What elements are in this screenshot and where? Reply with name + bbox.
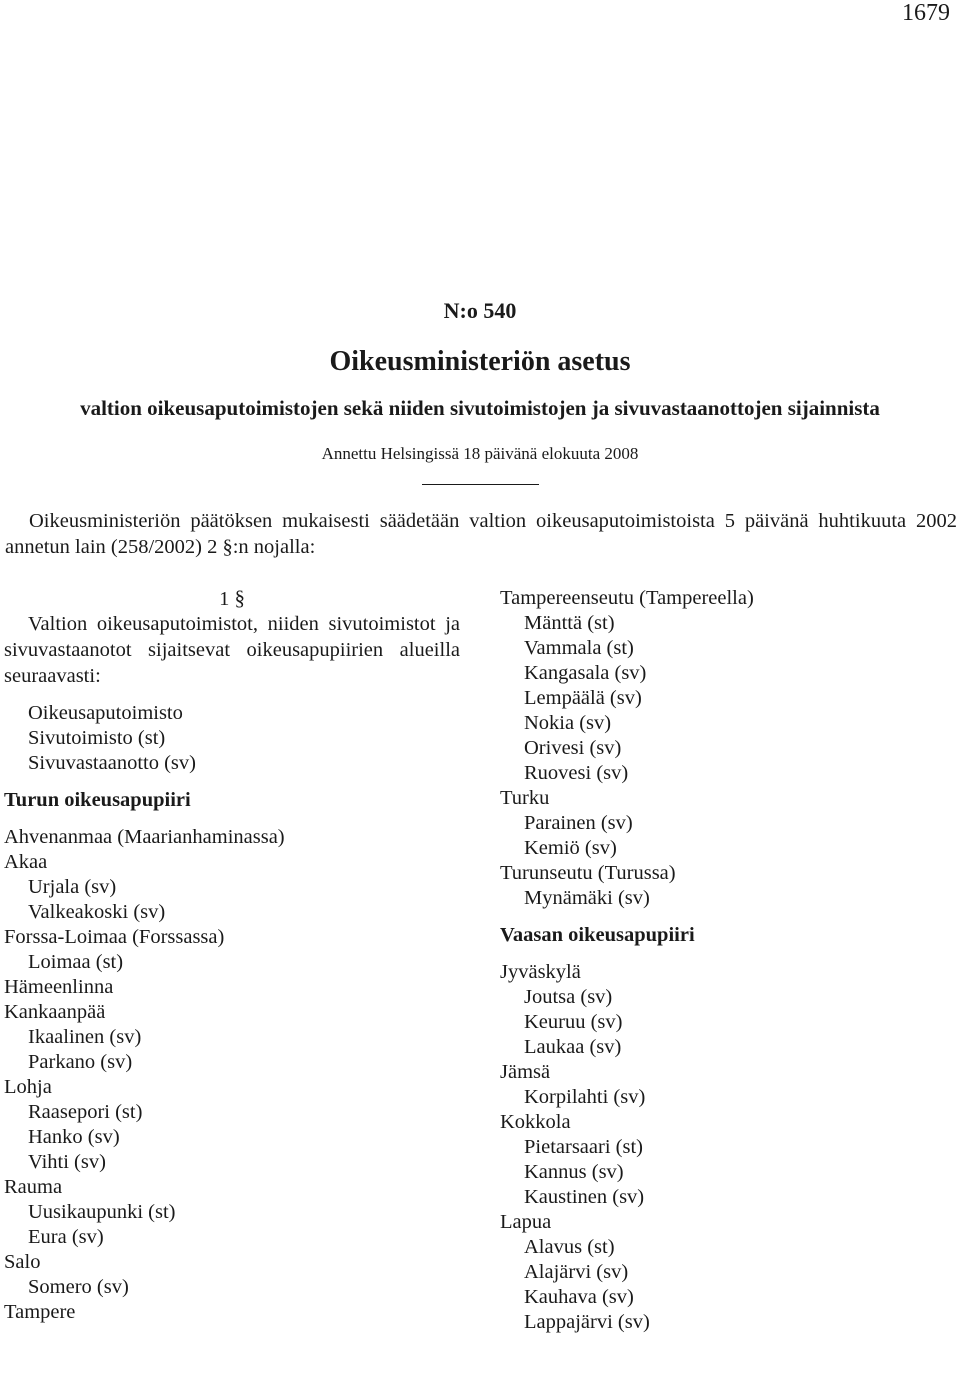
list-item: Korpilahti (sv) — [524, 1086, 646, 1108]
list-item: Kauhava (sv) — [524, 1286, 634, 1308]
legend-reception: Sivuvastaanotto (sv) — [28, 752, 196, 774]
list-item: Forssa-Loimaa (Forssassa) — [4, 926, 225, 948]
list-item: Salo — [4, 1251, 41, 1273]
list-item: Ahvenanmaa (Maarianhaminassa) — [4, 826, 285, 848]
list-item: Kokkola — [500, 1111, 571, 1133]
turku-district-heading: Turun oikeusapupiiri — [4, 789, 191, 811]
intro-paragraph: Oikeusministeriön päätöksen mukaisesti säädetään valtion oikeusaputoimistoista 5 päivänä huhtikuuta 2002 annetun lain (258/2002) 2 §:n nojalla: — [5, 510, 957, 558]
list-item: Lempäälä (sv) — [524, 687, 642, 709]
list-item: Parainen (sv) — [524, 812, 633, 834]
list-item: Mänttä (st) — [524, 612, 615, 634]
list-item: Ruovesi (sv) — [524, 762, 629, 784]
section-text: Valtion oikeusaputoimistot, niiden sivutoimistot ja sivuvastaanotot sijaitsevat oikeusapupiirien alueilla seuraavasti: — [4, 613, 460, 687]
right-column — [500, 586, 956, 1335]
list-item: Raasepori (st) — [28, 1101, 143, 1123]
list-item: Rauma — [4, 1176, 63, 1198]
list-item: Tampereenseutu (Tampereella) — [500, 587, 754, 609]
issued-date-line: Annettu Helsingissä 18 päivänä elokuuta 2008 — [321, 444, 639, 463]
list-item: Valkeakoski (sv) — [28, 901, 166, 923]
decree-title: Oikeusministeriön asetus — [329, 346, 631, 377]
legend-office: Oikeusaputoimisto — [28, 702, 183, 724]
title-divider — [422, 484, 539, 485]
list-item: Loimaa (st) — [28, 951, 124, 973]
list-item: Somero (sv) — [28, 1276, 129, 1298]
list-item: Vihti (sv) — [28, 1151, 106, 1173]
list-item: Kangasala (sv) — [524, 662, 647, 684]
list-item: Joutsa (sv) — [524, 986, 613, 1008]
list-item: Jämsä — [500, 1061, 551, 1083]
list-item: Ikaalinen (sv) — [28, 1026, 142, 1048]
list-item: Hanko (sv) — [28, 1126, 120, 1148]
list-item: Urjala (sv) — [28, 876, 117, 898]
list-item: Lappajärvi (sv) — [524, 1311, 650, 1333]
list-item: Alavus (st) — [524, 1236, 615, 1258]
list-item: Keuruu (sv) — [524, 1011, 623, 1033]
list-item: Parkano (sv) — [28, 1051, 133, 1073]
page-number: 1679 — [902, 0, 950, 26]
list-item: Jyväskylä — [500, 961, 581, 983]
list-item: Pietarsaari (st) — [524, 1136, 643, 1158]
section-number: 1 — [219, 588, 230, 610]
list-item: Kankaanpää — [4, 1001, 106, 1023]
left-column — [4, 586, 460, 1325]
list-item: Hämeenlinna — [4, 976, 114, 998]
section-heading — [4, 586, 460, 611]
list-item: Uusikaupunki (st) — [28, 1201, 176, 1223]
legend-branch: Sivutoimisto (st) — [28, 727, 166, 749]
list-item: Kaustinen (sv) — [524, 1186, 645, 1208]
list-item: Eura (sv) — [28, 1226, 104, 1248]
list-item: Alajärvi (sv) — [524, 1261, 629, 1283]
decree-number: N:o 540 — [443, 298, 517, 323]
list-item: Akaa — [4, 851, 48, 873]
list-item: Turunseutu (Turussa) — [500, 862, 676, 884]
decree-subtitle: valtion oikeusaputoimistojen sekä niiden sivutoimistojen ja sivuvastaanottojen sijainnista — [80, 396, 880, 420]
list-item: Orivesi (sv) — [524, 737, 622, 759]
vaasa-district-heading: Vaasan oikeusapupiiri — [500, 924, 695, 946]
list-item: Vammala (st) — [524, 637, 634, 659]
list-item: Kemiö (sv) — [524, 837, 617, 859]
list-item: Turku — [500, 787, 550, 809]
list-item: Lohja — [4, 1076, 52, 1098]
list-item: Kannus (sv) — [524, 1161, 624, 1183]
list-item: Laukaa (sv) — [524, 1036, 622, 1058]
section-sign: § — [234, 586, 245, 610]
list-item: Nokia (sv) — [524, 712, 612, 734]
list-item: Lapua — [500, 1211, 552, 1233]
list-item: Mynämäki (sv) — [524, 887, 650, 909]
list-item: Tampere — [4, 1301, 76, 1323]
